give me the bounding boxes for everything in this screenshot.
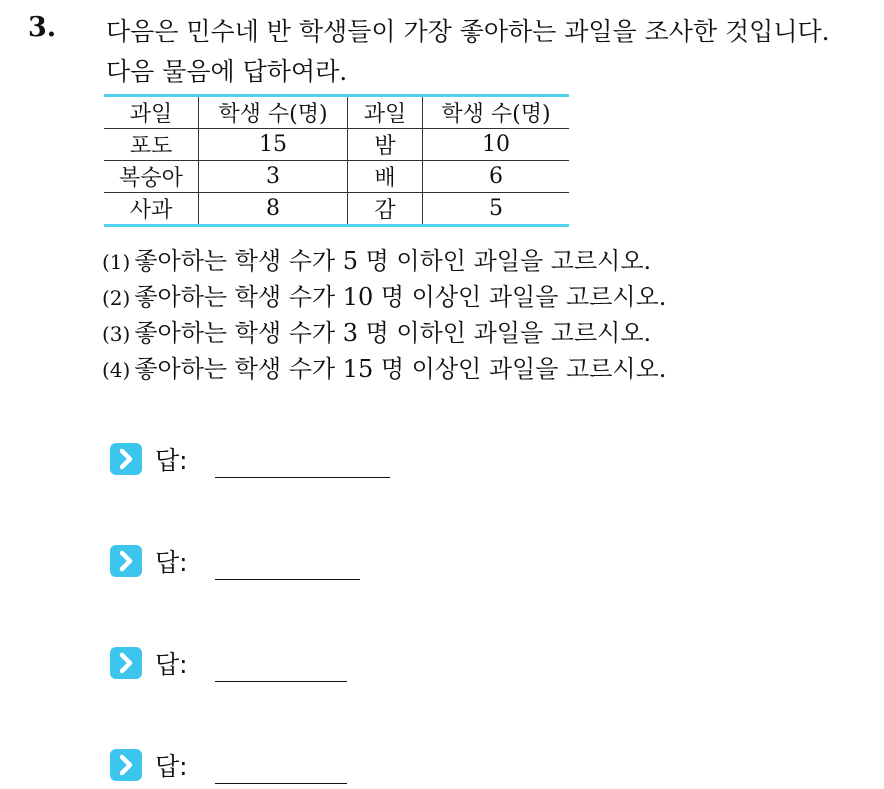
answer-label: 답: (155, 446, 188, 475)
table-row (104, 193, 569, 226)
table-cell: 밤 (348, 129, 423, 161)
answer-blank-4[interactable] (215, 783, 347, 784)
subquestion-text: 좋아하는 학생 수가 15 명 이상인 과일을 고르시오. (134, 355, 667, 383)
table-row (104, 129, 569, 161)
table-header-row (104, 96, 569, 129)
answer-label: 답: (155, 752, 188, 781)
table-cell: 6 (423, 161, 570, 193)
answer-blank-3[interactable] (215, 681, 347, 682)
answer-label: 답: (155, 650, 188, 679)
chevron-right-icon (110, 545, 142, 577)
table-header-cell: 과일 (348, 96, 423, 129)
subquestion-3 (102, 315, 872, 351)
table-cell: 감 (348, 193, 423, 226)
stem-line-2: 다음 물음에 답하여라. (106, 57, 348, 86)
table-cell: 10 (423, 129, 570, 161)
chevron-right-icon (110, 443, 142, 475)
table-header-cell: 학생 수(명) (423, 96, 570, 129)
table-cell: 3 (199, 161, 348, 193)
answer-blank-2[interactable] (215, 579, 360, 580)
question-number: 3. (28, 12, 57, 43)
chevron-right-icon (110, 749, 142, 781)
subquestion-text: 좋아하는 학생 수가 3 명 이하인 과일을 고르시오. (134, 319, 652, 347)
subquestion-number: (1) (102, 250, 131, 274)
subquestion-2 (102, 279, 872, 315)
table-cell: 포도 (104, 129, 199, 161)
subquestion-number: (2) (102, 286, 131, 310)
answer-row-4 (110, 749, 510, 789)
subquestion-text: 좋아하는 학생 수가 5 명 이하인 과일을 고르시오. (134, 247, 652, 275)
fruit-table (104, 94, 569, 227)
table-cell: 5 (489, 196, 503, 221)
table-cell: 복숭아 (104, 161, 199, 193)
answer-row-3 (110, 647, 510, 687)
subquestion-number: (4) (102, 358, 131, 382)
table-header-cell: 학생 수(명) (199, 96, 348, 129)
table-cell: 8 (199, 193, 348, 226)
table-header-cell: 과일 (104, 96, 199, 129)
table-cell: 15 (199, 129, 348, 161)
table-row (104, 161, 569, 193)
subquestion-list (102, 243, 872, 387)
table-cell: 배 (348, 161, 423, 193)
chevron-right-icon (110, 647, 142, 679)
table-cell: 사과 (104, 193, 199, 226)
stem-line-1: 다음은 민수네 반 학생들이 가장 좋아하는 과일을 조사한 것입니다. (106, 17, 830, 46)
answer-label: 답: (155, 548, 188, 577)
subquestion-number: (3) (102, 322, 131, 346)
subquestion-4 (102, 351, 872, 387)
subquestion-1 (102, 243, 872, 279)
answer-row-1 (110, 443, 510, 483)
subquestion-text: 좋아하는 학생 수가 10 명 이상인 과일을 고르시오. (134, 283, 667, 311)
answer-blank-1[interactable] (215, 477, 390, 478)
question-stem (106, 12, 876, 92)
answer-row-2 (110, 545, 510, 585)
